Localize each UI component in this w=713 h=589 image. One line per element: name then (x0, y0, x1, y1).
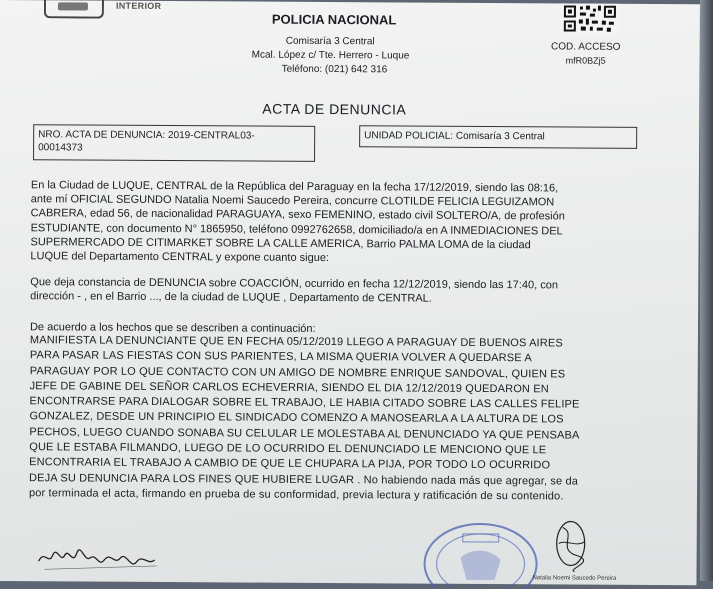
station-phone: Teléfono: (021) 642 316 (281, 63, 388, 76)
intro-line: En la Ciudad de LUQUE, CENTRAL de la República del Paraguay en la fecha 17/12/2019, siendo las 08:16, (30, 179, 559, 195)
intro-line: ante mí OFICIAL SEGUNDO Natalia Noemi Saucedo Pereira, concurre CLOTILDE FELICIA LEGUIZAMON (30, 193, 555, 209)
intro-paragraph (30, 178, 656, 267)
ministry-label: INTERIOR (115, 0, 162, 11)
page-edge-background (700, 0, 713, 581)
facts-paragraph (29, 333, 655, 505)
logo-mark (58, 2, 88, 10)
constancia-line: dirección - , en el Barrio ..., de la ciudad de LUQUE , Departamento de CENTRAL. (30, 290, 432, 305)
police-stamp (420, 518, 540, 589)
police-unit: UNIDAD POLICIAL: Comisaría 3 Central (364, 130, 545, 143)
facts-line: GONZALEZ, DESDE UN PRINCIPIO EL SINDICADO COMENZO A MANOSEARLA A LA ALTURA DE LOS (29, 410, 564, 426)
intro-line: SUPERMERCADO DE CITIMARKET SOBRE LA CALLE AMERICA, Barrio PALMA LOMA de la ciudad (30, 236, 531, 252)
constancia-paragraph (30, 275, 655, 307)
intro-line: LUQUE del Departamento CENTRAL y expone cuanto sigue: (30, 250, 330, 265)
facts-line: ENCONTRARIA EL TRABAJO A CAMBIO DE QUE LE CHUPARA LA PIJA, POR TODO LO OCURRIDO (29, 456, 551, 472)
access-code-value: mfR0BZj5 (565, 55, 606, 66)
access-code (546, 41, 626, 65)
station-address: Mcal. López c/ Tte. Herrero - Luque (251, 49, 410, 62)
complainant-signature (36, 543, 166, 574)
qr-code (562, 3, 618, 33)
officer-name: Natalia Noemi Saucedo Pereira (532, 575, 617, 582)
case-number-line2: 00014373 (38, 142, 83, 154)
constancia-line: Que deja constancia de DENUNCIA sobre COACCIÓN, ocurrido en fecha 12/12/2019, siendo las 17:40, con (30, 276, 558, 292)
facts-line: PARA PASAR LAS FIESTAS CON SUS PARIENTES, LA MISMA QUERIA VOLVER A QUEDARSE A (29, 349, 532, 365)
institution-name: POLICIA NACIONAL (271, 11, 397, 28)
facts-line: MANIFIESTA LA DENUNCIANTE QUE EN FECHA 05/12/2019 LLEGO A PARAGUAY DE BUENOS AIRES (29, 334, 563, 350)
facts-intro: De acuerdo a los hechos que se describen a continuación: (29, 321, 316, 335)
facts-line: JEFE DE GABINE DEL SEÑOR CARLOS ECHEVERRIA, SIENDO EL DIA 12/12/2019 QUEDARON EN (29, 380, 549, 396)
intro-line: CABRERA, edad 56, de nacionalidad PARAGUAYA, sexo FEMENINO, estado civil SOLTERO/A, de profesión (30, 207, 565, 223)
facts-line: QUE LE ESTABA FILMANDO, LUEGO DE LO OCURRIDO EL DENUNCIADO LE MENCIONO QUE LE (29, 441, 547, 457)
facts-line: PARAGUAY POR LO QUE CONTACTO CON UN AMIGO DE NOMBRE ENRIQUE SANDOVAL, QUIEN ES (29, 364, 566, 381)
access-code-label: COD. ACCESO (550, 41, 621, 53)
intro-line: ESTUDIANTE, con documento N° 1865950, teléfono 0992762658, domiciliado/a en A INMEDIACIONES DEL (30, 221, 563, 238)
police-unit-box (359, 125, 637, 149)
facts-line: PECHOS, LUEGO CUANDO SONABA SU CELULAR LE MOLESTABA AL DENUNCIADO YA QUE PENSABA (29, 425, 580, 442)
document-title: ACTA DE DENUNCIA (262, 100, 407, 118)
station-name: Comisaría 3 Central (285, 35, 375, 48)
facts-line: ENCONTRARSE PARA DIALOGAR SOBRE EL TRABAJO, LE HABIA CITADO SOBRE LAS CALLES FELIPE (29, 395, 580, 411)
facts-line: DEJA SU DENUNCIA PARA LOS FINES QUE HUBIERE LUGAR . No habiendo nada más que agregar, se da (29, 471, 579, 488)
officer-signature (547, 513, 597, 573)
case-number-line1: NRO. ACTA DE DENUNCIA: 2019-CENTRAL03- (38, 129, 255, 142)
case-number-box (33, 124, 315, 162)
facts-line: por terminada el acta, firmando en prueba de su conformidad, previa lectura y ratificación de su contenido. (28, 487, 564, 503)
